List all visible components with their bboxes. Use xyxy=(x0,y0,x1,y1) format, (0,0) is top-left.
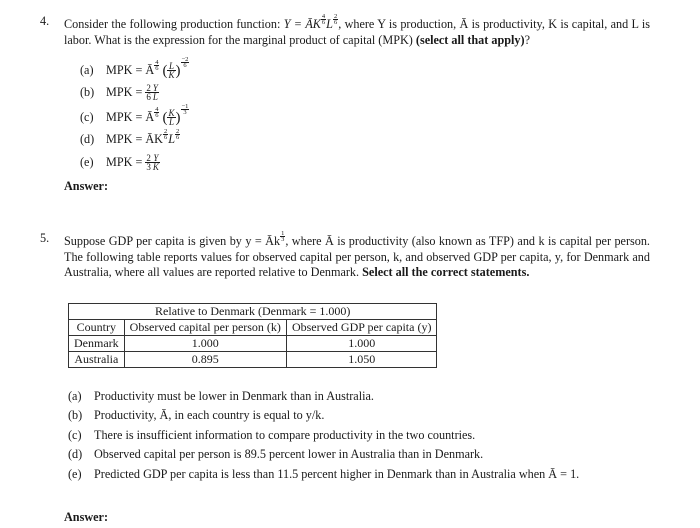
table-cell: 1.000 xyxy=(286,336,437,352)
question-5-stem-text-1: Suppose GDP per capita is given by y = Āk xyxy=(64,234,281,248)
table-header-row xyxy=(69,320,437,336)
table-header-gdp: Observed GDP per capita (y) xyxy=(286,320,437,336)
question-5-select-all: Select all the correct statements. xyxy=(362,265,530,280)
question-5-stem xyxy=(64,231,650,281)
question-5-options xyxy=(68,389,650,486)
table-header-country: Country xyxy=(69,320,125,336)
question-4-option-a[interactable]: (a) MPK = Ā $^{\frac{4}{6}}$ ( $\frac{L}{K}$ ) $^{\frac{-2}{6}}$ xyxy=(80,56,189,81)
table-row xyxy=(69,336,437,352)
question-5-data-table xyxy=(68,303,437,368)
question-5-option-d[interactable]: (d) Observed capital per person is 89.5 percent lower in Australia than in Denmark. xyxy=(68,447,484,462)
question-5-stem-text-2: , where Ā is productivity (also known as TFP) and k is capital per person. The following table reports values for observed capital per person, k, and observed GDP per capita, y, for Denmark and Australia, where all values are reported relative to Denmark. xyxy=(64,234,650,280)
table-cell: 1.050 xyxy=(286,352,437,368)
question-5-answer-label: Answer: xyxy=(64,510,109,524)
question-4-stem-text-1: Consider the following production function: xyxy=(64,17,284,31)
question-5-option-a[interactable]: (a) Productivity must be lower in Denmark than in Australia. xyxy=(68,389,374,403)
question-4-option-d[interactable]: (d) MPK = ĀK $^{\frac{2}{6}}$ L $^{\frac{2}{6}}$ xyxy=(80,127,180,146)
question-4-option-b[interactable]: (b) MPK = $\frac{2}{6}$ $\frac{Y}{L}$ xyxy=(80,82,158,102)
table-caption: Relative to Denmark (Denmark = 1.000) xyxy=(69,304,437,320)
question-4-options xyxy=(80,57,650,175)
question-5-option-c[interactable]: (c) There is insufficient information to compare productivity in the two countries. xyxy=(68,427,476,442)
question-5-option-b[interactable]: (b) Productivity, Ā, in each country is equal to y/k. xyxy=(68,408,325,423)
question-4-stem: Consider the following production function: Y = ĀK $^{\frac{4}{6}}$ L $^{\frac{2}{6}}$ , where Y is production, Ā is productivity, K is capital, and L is labor. What is the expression for the marginal product of capital (MPK) (select all that apply)? xyxy=(64,13,650,47)
question-4-select-all: (select all that apply) xyxy=(415,32,525,47)
question-4 xyxy=(40,14,650,194)
table-row xyxy=(69,352,437,368)
question-4-answer-label: Answer: xyxy=(64,178,109,193)
question-4-formula-l: L xyxy=(326,17,333,31)
question-5-answer xyxy=(40,510,108,525)
question-4-option-e[interactable]: (e) MPK = $\frac{2}{3}$ $\frac{Y}{K}$ xyxy=(80,153,159,173)
question-5-k-exponent: 1 3 xyxy=(281,230,285,243)
table-header-capital: Observed capital per person (k) xyxy=(124,320,286,336)
question-5-number: 5. xyxy=(40,231,50,245)
table-cell: Denmark xyxy=(69,336,125,352)
table-cell: 0.895 xyxy=(124,352,286,368)
question-4-option-c[interactable]: (c) MPK = Ā $^{\frac{4}{6}}$ ( $\frac{K}{L}$ ) $^{\frac{-1}{3}}$ xyxy=(80,103,189,128)
table-caption-row xyxy=(69,304,437,320)
table-cell: Australia xyxy=(69,352,125,368)
question-4-formula: Y = ĀK xyxy=(283,17,321,31)
question-5-option-e[interactable]: (e) Predicted GDP per capita is less than 11.5 percent higher in Denmark than in Australia when Ā = 1. xyxy=(68,466,580,481)
question-5 xyxy=(40,231,650,281)
question-4-k-exponent: 4 6 xyxy=(321,13,326,26)
question-4-stem-text-2: , where Y is production, Ā is productivity, K is capital, and L is labor. What is the expression for the marginal product of capital (MPK) xyxy=(64,17,650,47)
question-4-l-exponent: 2 6 xyxy=(333,13,338,26)
table-cell: 1.000 xyxy=(124,336,286,352)
question-4-number: 4. xyxy=(40,14,50,28)
